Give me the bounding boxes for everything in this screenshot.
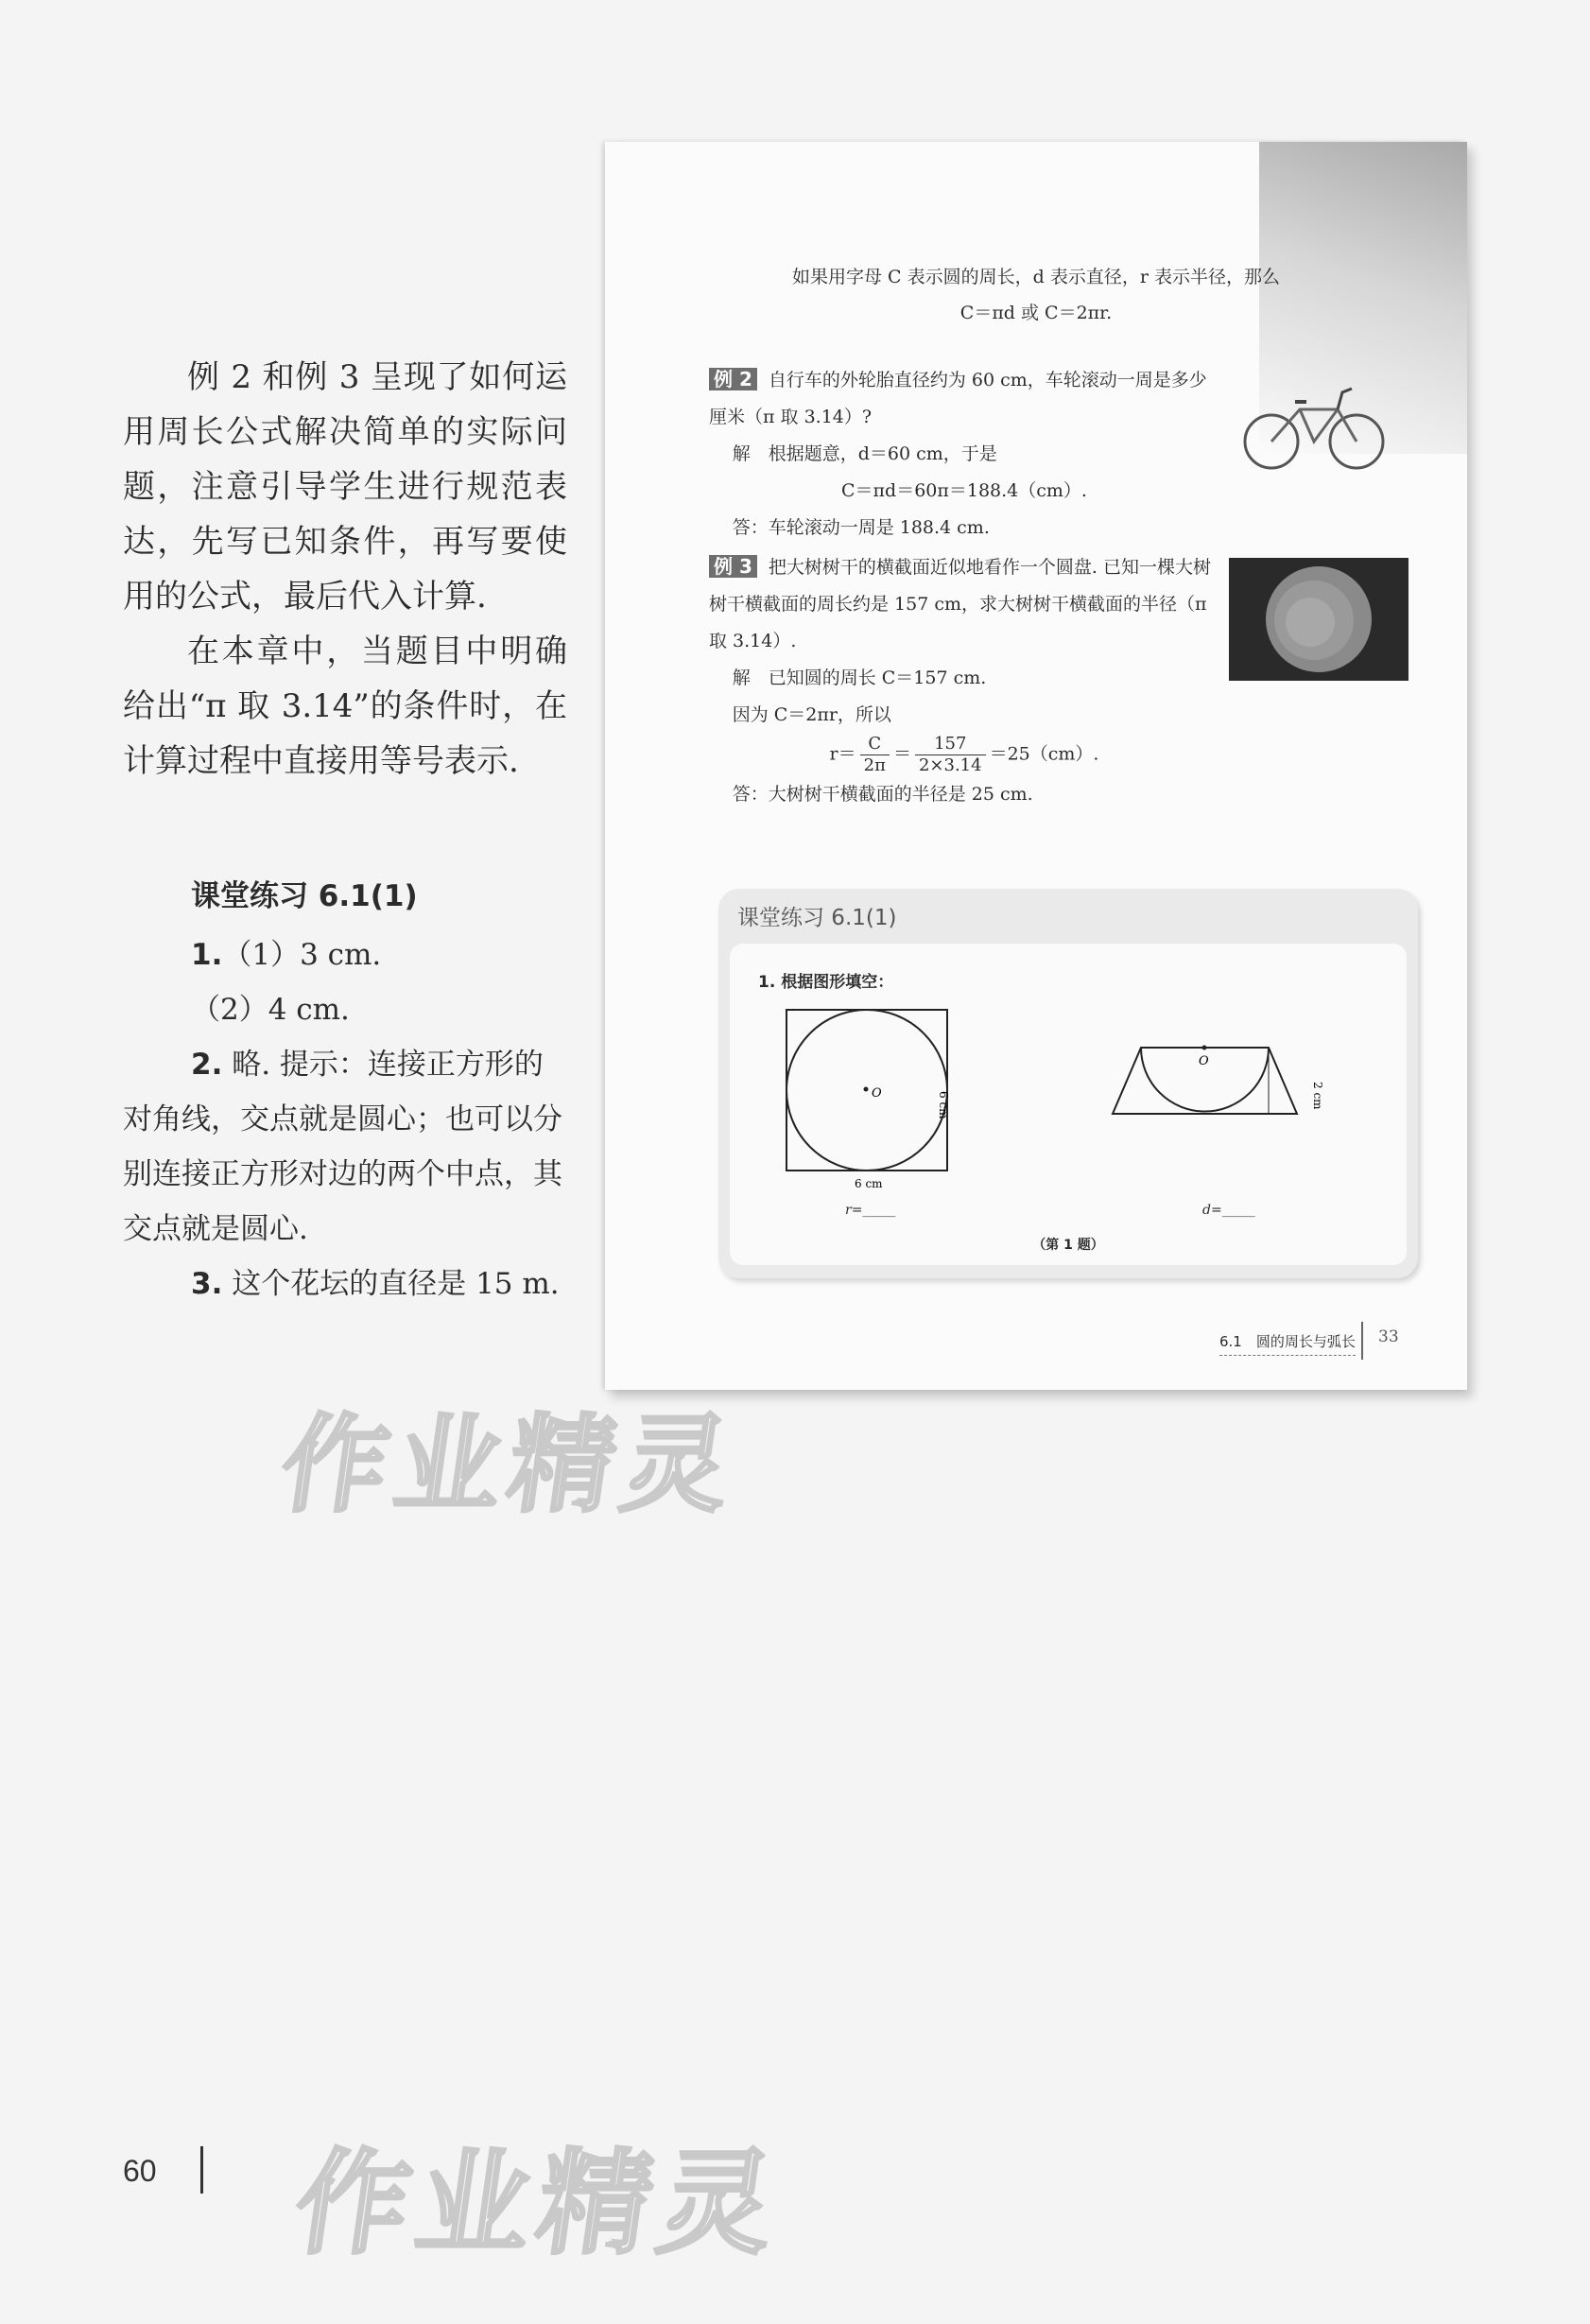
example-3: [709, 548, 1219, 813]
answer-3-number: 3.: [191, 1267, 223, 1301]
teacher-notes: [123, 350, 567, 1311]
exercise-title: 课堂练习 6.1(1): [737, 906, 897, 930]
intro-line-1: 如果用字母 C 表示圆的周长，d 表示直径，r 表示半径，那么: [792, 267, 1280, 287]
example-3-question: 把大树树干的横截面近似地看作一个圆盘. 已知一棵大树树干横截面的周长约是 157 cm，求大树树干横截面的半径（π 取 3.14）.: [709, 557, 1211, 651]
tree-trunk-photo: [1229, 558, 1409, 681]
watermark-bottom: 作业精灵: [286, 2139, 790, 2270]
page-number: 60: [123, 2154, 157, 2188]
fill-radius: r=_____: [845, 1203, 896, 1218]
example-2-answer: 答：车轮滚动一周是 188.4 cm.: [732, 517, 990, 538]
fraction-2-numerator: 157: [915, 734, 986, 755]
page-number-divider: [200, 2146, 203, 2194]
example-3-tag: 例 3: [709, 555, 757, 578]
class-exercise-box: [718, 889, 1418, 1278]
bicycle-illustration: [1238, 364, 1390, 477]
section-title: 6.1 圆的周长与弧长: [1219, 1331, 1356, 1356]
trapezoid-semicircle-figure: [1108, 1038, 1335, 1152]
footer-divider: [1361, 1322, 1363, 1360]
note-paragraph-2: 在本章中，当题目中明确给出“π 取 3.14”的条件时，在计算过程中直接用等号表示.: [123, 633, 567, 780]
intro-line-2: C＝πd 或 C＝2πr.: [959, 303, 1113, 323]
square-circle-figure: [768, 1000, 957, 1189]
fig1-side-label: 6 cm: [937, 1091, 950, 1119]
answer-1-2: （2）4 cm.: [191, 993, 350, 1027]
example-3-formula: [709, 734, 1219, 776]
formula-equals: ＝: [892, 743, 911, 765]
example-3-answer: 答：大树树干横截面的半径是 25 cm.: [732, 784, 1033, 805]
figure-caption: （第 1 题）: [1032, 1238, 1104, 1253]
example-2-question: 自行车的外轮胎直径约为 60 cm，车轮滚动一周是多少厘米（π 取 3.14）?: [709, 370, 1207, 427]
fraction-157-over: [915, 734, 986, 776]
fraction-2-denominator: 2×3.14: [918, 755, 982, 775]
fig2-center-label: O: [1199, 1054, 1209, 1068]
example-2: [709, 361, 1219, 546]
answer-3-text: 这个花坛的直径是 15 m.: [232, 1267, 560, 1301]
answer-1-1: [123, 928, 567, 982]
watermark-top: 作业精灵: [273, 1404, 745, 1527]
exercise-content: [730, 944, 1407, 1265]
answers-heading: 课堂练习 6.1(1): [191, 879, 418, 913]
fig1-bottom-label: 6 cm: [855, 1177, 883, 1189]
answer-3: [123, 1257, 567, 1311]
formula-r: r＝: [829, 743, 856, 765]
example-2-solution-intro: 解 根据题意，d＝60 cm，于是: [732, 443, 997, 464]
example-2-formula: C＝πd＝60π＝188.4（cm）.: [841, 480, 1087, 501]
answer-2: [123, 1037, 567, 1257]
note-paragraph-1: 例 2 和例 3 呈现了如何运用周长公式解决简单的实际问题，注意引导学生进行规范表达，先写已知条件，再写要使用的公式，最后代入计算.: [123, 358, 567, 616]
answer-1-number: 1.: [191, 938, 223, 972]
circumference-formula-intro: [605, 259, 1467, 331]
fig2-height-label: 2 cm: [1311, 1082, 1324, 1110]
fraction-c-over-2pi: [860, 734, 890, 776]
question-1-stem: 1. 根据图形填空：: [758, 973, 894, 992]
textbook-page-thumbnail: [605, 142, 1467, 1390]
embedded-page-number: 33: [1378, 1327, 1399, 1346]
fig1-center-label: O: [872, 1086, 882, 1101]
example-3-solution-intro: 解 已知圆的周长 C＝157 cm.: [732, 668, 987, 688]
fraction-1-numerator: C: [860, 734, 890, 755]
example-2-tag: 例 2: [709, 368, 757, 390]
fraction-1-denominator: 2π: [863, 755, 886, 775]
fill-diameter: d=_____: [1202, 1203, 1255, 1218]
answer-2-number: 2.: [191, 1048, 223, 1082]
formula-result: ＝25（cm）.: [989, 743, 1099, 765]
example-3-because: 因为 C＝2πr，所以: [732, 704, 891, 725]
answer-1-1-text: （1）3 cm.: [222, 938, 382, 972]
answer-2-text: 略. 提示：连接正方形的对角线，交点就是圆心；也可以分别连接正方形对边的两个中点，其交点就是圆心.: [123, 1048, 562, 1246]
